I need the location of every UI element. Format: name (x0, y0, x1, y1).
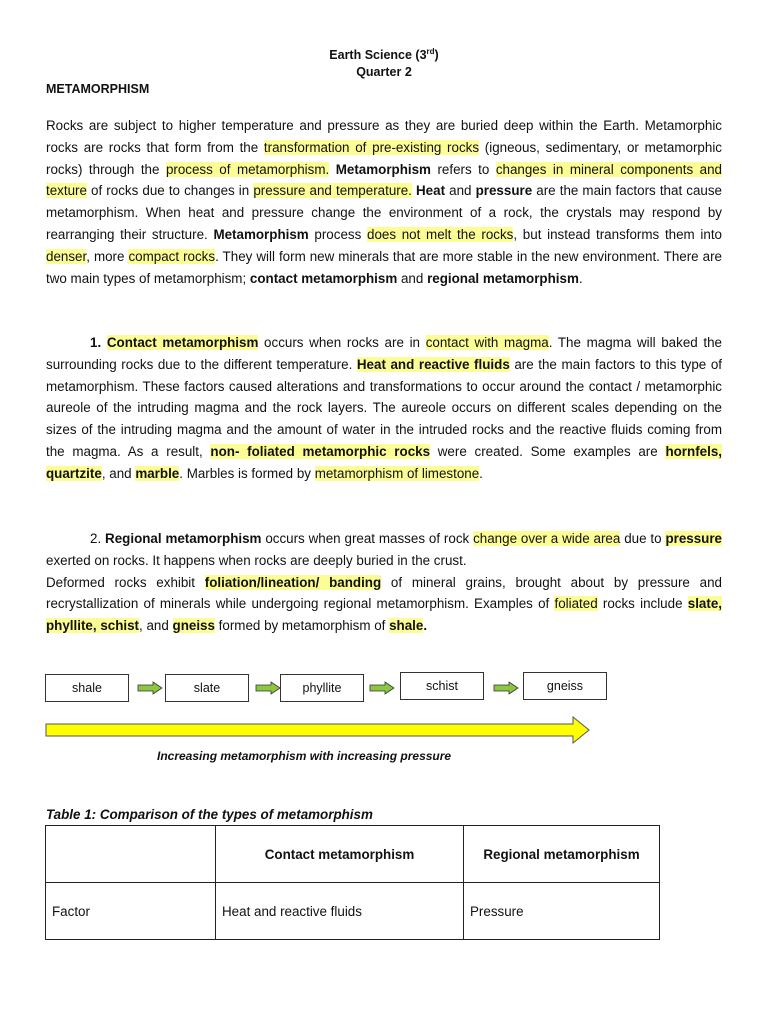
table-header-cell: Regional metamorphism (464, 826, 660, 883)
table-header-row (46, 826, 660, 883)
document-quarter: Quarter 2 (356, 65, 412, 79)
flow-arrow-icon (137, 681, 163, 695)
flow-arrow-icon (255, 681, 281, 695)
flow-step-shale: shale (45, 674, 129, 702)
flow-arrow-icon (369, 681, 395, 695)
increasing-pressure-arrow-icon (45, 716, 591, 744)
table-row (46, 883, 660, 940)
document-title: Earth Science (3rd) (329, 46, 439, 62)
regional-metamorphism-paragraph: 2. Regional metamorphism occurs when great masses of rock change over a wide area due to pressure exerted on rocks. It happens when rocks are deeply buried in the crust. Deformed rocks exhibit foliation/lineation/ banding of mineral grains, brought about by pressure and recrystallization of minerals while undergoing regional metamorphism. Examples of foliated rocks include slate, phyllite, schist, and gneiss formed by metamorphism of shale. (46, 531, 723, 634)
intro-paragraph: Rocks are subject to higher temperature and pressure as they are buried deep within the Earth. Metamorphic rocks are rocks that form from the transformation of pre-existing rocks (igneous, sedimentary, or metamorphic rocks) through the process of metamorphism. Metamorphism refers to changes in mineral components and texture of rocks due to changes in pressure and temperature. Heat and pressure are the main factors that cause metamorphism. When heat and pressure change the environment of a rock, the crystals may respond by rearranging their structure. Metamorphism process does not melt the rocks, but instead transforms them into denser, more compact rocks. They will form new minerals that are more stable in the new environment. There are two main types of metamorphism; contact metamorphism and regional metamorphism. (46, 118, 723, 286)
table-cell: Heat and reactive fluids (216, 883, 464, 940)
table-header-cell (46, 826, 216, 883)
table-header-cell: Contact metamorphism (216, 826, 464, 883)
flow-arrow-icon (493, 681, 519, 695)
flow-caption: Increasing metamorphism with increasing pressure (157, 749, 452, 763)
section-heading: METAMORPHISM (46, 82, 150, 96)
flow-step-schist: schist (400, 672, 484, 700)
table-cell: Factor (46, 883, 216, 940)
table-cell: Pressure (464, 883, 660, 940)
flow-step-phyllite: phyllite (280, 674, 364, 702)
flow-step-gneiss: gneiss (523, 672, 607, 700)
table-caption: Table 1: Comparison of the types of metamorphism (46, 807, 373, 822)
flow-step-slate: slate (165, 674, 249, 702)
comparison-table (45, 825, 660, 940)
contact-metamorphism-paragraph: 1. Contact metamorphism occurs when rocks are in contact with magma. The magma will baked the surrounding rocks due to the different temperature. Heat and reactive fluids are the main factors to this type of metamorphism. These factors caused alterations and transformations to occur around the contact / metamorphic aureole of the intruding magma and the rock layers. The aureole occurs on different scales depending on the sizes of the intruding magma and the amount of water in the intruded rocks and the reactive fluids coming from the magma. As a result, non- foliated metamorphic rocks were created. Some examples are hornfels, quartzite, and marble. Marbles is formed by metamorphism of limestone. (46, 335, 723, 481)
